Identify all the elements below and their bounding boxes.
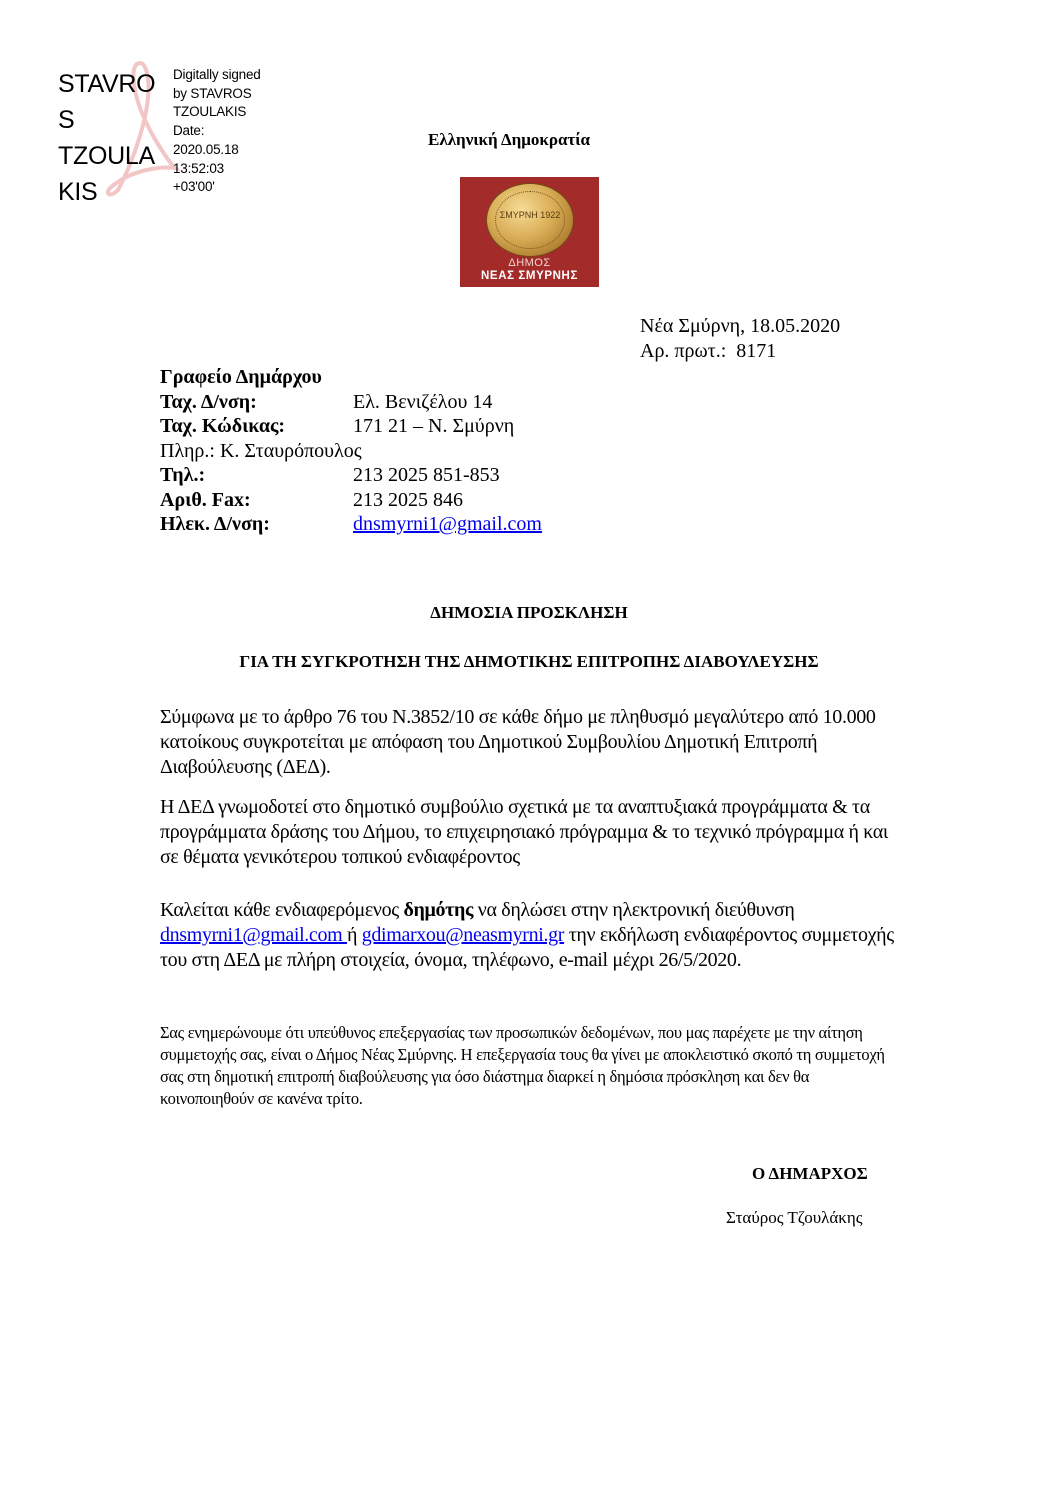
signature-detail-line: 2020.05.18 <box>173 141 239 157</box>
protocol-label: Αρ. πρωτ.: <box>640 340 727 362</box>
coin-emblem-icon <box>486 183 574 257</box>
office-row-email <box>160 512 542 537</box>
office-row-fax <box>160 488 463 513</box>
signature-details <box>173 66 261 197</box>
office-row-value: Ελ. Βενιζέλου 14 <box>353 390 493 413</box>
paragraph-committee-role: Η ΔΕΔ γνωμοδοτεί στο δημοτικό συμβούλιο σχετικά με τα αναπτυξιακά προγράμματα & τα προγράμματα δράσης του Δήμου, το επιχειρησιακό πρόγραμμα & το τεχνικό πρόγραμμα ή και σε θέματα γενικότερου τοπικού ενδιαφέροντος <box>160 796 888 868</box>
paragraph-data-protection: Σας ενημερώνουμε ότι υπεύθυνος επεξεργασίας των προσωπικών δεδομένων, που μας παρέχετε με την αίτηση συμμετοχής σας, είναι ο Δήμος Νέας Σμύρνης. Η επεξεργασία τους θα γίνει με αποκλειστικό σκοπό τη συμμετοχή σας στη δημοτική επιτροπή διαβούλευσης για όσο διάστημα διαρκεί η δημόσια πρόσκληση και δεν θα κοινοποιηθούν σε κανένα τρίτο. <box>160 1023 885 1108</box>
office-row-contact-person <box>160 439 362 464</box>
government-title: Ελληνική Δημοκρατία <box>428 130 591 149</box>
logo-text-line2: ΝΕΑΣ ΣΜΥΡΝΗΣ <box>481 270 578 282</box>
notice-title: ΔΗΜΟΣΙΑ ΠΡΟΣΚΛΗΣΗ <box>430 603 628 622</box>
signature-detail-line: +03'00' <box>173 179 215 195</box>
office-row-phone <box>160 463 500 488</box>
office-row-postal-code <box>160 414 515 439</box>
signature-detail-line: 13:52:03 <box>173 160 224 176</box>
signoff-title: Ο ΔΗΜΑΡΧΟΣ <box>752 1164 868 1183</box>
paragraph-legal-basis: Σύμφωνα με το άρθρο 76 του Ν.3852/10 σε κάθε δήμο με πληθυσμό μεγαλύτερο από 10.000 κατοίκους συγκροτείται με απόφαση του Δημοτικού Συμβουλίου Δημοτική Επιτροπή Διαβούλευσης (ΔΕΔ). <box>160 706 876 778</box>
invitation-bold-text: δημότης <box>403 899 474 921</box>
notice-subtitle: ΓΙΑ ΤΗ ΣΥΓΚΡΟΤΗΣΗ ΤΗΣ ΔΗΜΟΤΙΚΗΣ ΕΠΙΤΡΟΠΗΣ ΔΙΑΒΟΥΛΕΥΣΗΣ <box>239 652 819 671</box>
office-info <box>160 365 542 537</box>
office-row-label: Ταχ. Δ/νση: <box>160 390 257 413</box>
municipality-logo <box>460 177 599 287</box>
office-row-label: Ηλεκ. Δ/νση: <box>160 513 270 535</box>
email-connector: ή <box>346 923 358 946</box>
invitation-text: να δηλώσει στην ηλεκτρονική διεύθυνση <box>473 899 795 921</box>
coin-text: ΣΜΥΡΝΗ 1922 <box>499 210 561 220</box>
date-block <box>640 314 840 364</box>
office-row-label: Τηλ.: <box>160 464 206 486</box>
signature-detail-line: Digitally signed <box>173 67 261 82</box>
place-date: Νέα Σμύρνη, 18.05.2020 <box>640 315 841 337</box>
logo-text-line1: ΔΗΜΟΣ <box>508 257 551 269</box>
office-row-value: 213 2025 846 <box>353 488 463 511</box>
office-email-link[interactable]: dnsmyrni1@gmail.com <box>353 513 542 535</box>
invitation-text: την εκδήλωση ενδιαφέροντος συμμετοχής του στη ΔΕΔ με πλήρη στοιχεία, όνομα, τηλέφωνο, e-mail μέχρι 26/5/2020. <box>160 923 894 971</box>
email-link-1[interactable]: dnsmyrni1@gmail.com <box>160 923 347 946</box>
office-title: Γραφείο Δημάρχου <box>160 366 322 388</box>
signer-name-line: STAVRO <box>58 70 156 98</box>
protocol-number: 8171 <box>736 340 777 362</box>
signature-detail-line: TZOULAKIS <box>173 104 247 120</box>
paragraph-invitation <box>160 898 905 972</box>
protocol-number-row <box>640 339 840 364</box>
office-row-label: Πληρ.: Κ. Σταυρόπουλος <box>160 439 362 462</box>
signer-name <box>58 66 155 210</box>
signature-detail-line: by STAVROS <box>173 85 252 101</box>
office-row-value: 171 21 – Ν. Σμύρνη <box>353 415 515 437</box>
signer-name-line: KIS <box>58 178 98 206</box>
office-row-address <box>160 390 493 415</box>
coin-border <box>495 191 565 249</box>
office-row-value: 213 2025 851-853 <box>353 464 500 486</box>
signer-name-line: TZOULA <box>58 142 155 170</box>
signoff-name: Σταύρος Τζουλάκης <box>726 1208 863 1227</box>
office-row-label: Ταχ. Κώδικας: <box>160 415 286 437</box>
office-row-label: Αριθ. Fax: <box>160 488 251 511</box>
signature-detail-line: Date: <box>173 123 205 139</box>
invitation-text: Καλείται κάθε ενδιαφερόμενος <box>160 899 404 921</box>
email-link-2[interactable]: gdimarxou@neasmyrni.gr <box>361 923 565 946</box>
signer-name-line: S <box>58 106 75 134</box>
